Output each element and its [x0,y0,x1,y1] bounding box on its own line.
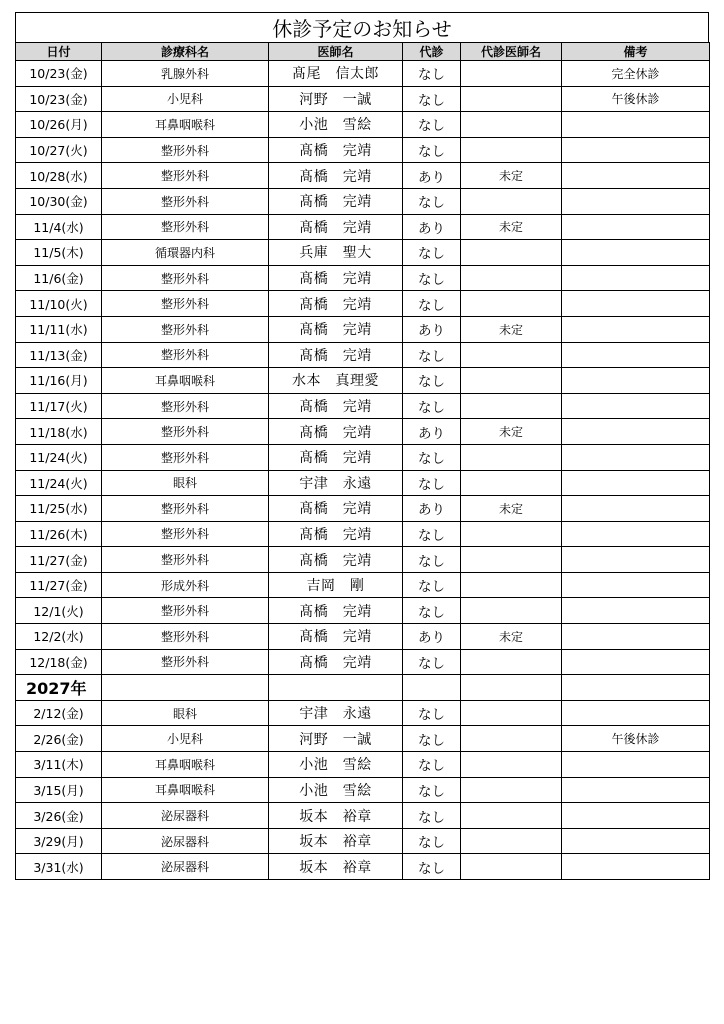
cell-date: 11/11(水) [16,316,102,342]
cell-sub: なし [403,803,461,829]
cell-dept: 小児科 [102,726,269,752]
cell-doctor: 河野 一誠 [269,86,403,112]
cell-sub-doctor [461,854,562,880]
cell-sub: なし [403,547,461,573]
cell-doctor: 髙橋 完靖 [269,137,403,163]
table-row [16,137,710,163]
empty-cell [461,675,562,701]
table-row [16,188,710,214]
cell-date: 11/27(金) [16,547,102,573]
cell-note: 午後休診 [562,86,710,112]
table-row [16,803,710,829]
cell-dept: 整形外科 [102,291,269,317]
cell-dept: 眼科 [102,700,269,726]
cell-note: 完全休診 [562,61,710,87]
cell-dept: 整形外科 [102,137,269,163]
cell-dept: 整形外科 [102,342,269,368]
cell-sub-doctor [461,726,562,752]
cell-doctor: 兵庫 聖大 [269,240,403,266]
cell-note [562,547,710,573]
table-header-row [16,43,710,61]
cell-note [562,752,710,778]
cell-note [562,803,710,829]
cell-date: 3/15(月) [16,777,102,803]
header-doctor: 医師名 [269,43,403,61]
cell-sub-doctor [461,649,562,675]
cell-sub: なし [403,700,461,726]
cell-sub-doctor [461,777,562,803]
cell-note [562,521,710,547]
table-row [16,572,710,598]
cell-sub: なし [403,726,461,752]
cell-note [562,624,710,650]
cell-sub: なし [403,470,461,496]
cell-dept: 整形外科 [102,444,269,470]
cell-date: 2/12(金) [16,700,102,726]
cell-sub: なし [403,854,461,880]
cell-dept: 整形外科 [102,419,269,445]
cell-dept: 乳腺外科 [102,61,269,87]
table-row [16,828,710,854]
table-row [16,61,710,87]
cell-dept: 整形外科 [102,316,269,342]
cell-sub-doctor [461,828,562,854]
cell-date: 11/26(木) [16,521,102,547]
cell-dept: 整形外科 [102,598,269,624]
cell-dept: 耳鼻咽喉科 [102,368,269,394]
table-row [16,368,710,394]
cell-sub-doctor [461,598,562,624]
table-row [16,163,710,189]
cell-dept: 整形外科 [102,393,269,419]
page-title: 休診予定のお知らせ [15,12,709,42]
cell-doctor: 髙橋 完靖 [269,163,403,189]
cell-dept: 整形外科 [102,265,269,291]
cell-doctor: 坂本 裕章 [269,854,403,880]
cell-date: 11/6(金) [16,265,102,291]
header-date: 日付 [16,43,102,61]
cell-sub: なし [403,598,461,624]
cell-doctor: 吉岡 剛 [269,572,403,598]
cell-note [562,342,710,368]
cell-sub: あり [403,624,461,650]
cell-sub: あり [403,163,461,189]
header-substitute-doctor: 代診医師名 [461,43,562,61]
table-row [16,649,710,675]
cell-note [562,700,710,726]
cell-doctor: 髙橋 完靖 [269,649,403,675]
schedule-sheet [15,12,709,880]
cell-note [562,393,710,419]
cell-doctor: 髙橋 完靖 [269,291,403,317]
cell-dept: 整形外科 [102,163,269,189]
cell-sub: あり [403,419,461,445]
cell-note [562,214,710,240]
cell-note [562,163,710,189]
cell-date: 10/23(金) [16,86,102,112]
cell-dept: 整形外科 [102,496,269,522]
cell-doctor: 髙尾 信太郎 [269,61,403,87]
cell-sub-doctor [461,86,562,112]
cell-doctor: 髙橋 完靖 [269,444,403,470]
cell-sub-doctor [461,265,562,291]
cell-sub-doctor [461,572,562,598]
cell-sub-doctor [461,700,562,726]
cell-date: 10/28(水) [16,163,102,189]
header-substitute: 代診 [403,43,461,61]
cell-sub: なし [403,649,461,675]
table-row [16,419,710,445]
cell-doctor: 髙橋 完靖 [269,316,403,342]
cell-doctor: 髙橋 完靖 [269,624,403,650]
cell-note [562,777,710,803]
table-row [16,521,710,547]
cell-date: 11/24(火) [16,470,102,496]
cell-dept: 整形外科 [102,521,269,547]
cell-doctor: 水本 真理愛 [269,368,403,394]
cell-date: 11/10(火) [16,291,102,317]
cell-date: 11/13(金) [16,342,102,368]
cell-date: 10/23(金) [16,61,102,87]
cell-dept: 耳鼻咽喉科 [102,777,269,803]
table-row [16,700,710,726]
cell-sub-doctor [461,188,562,214]
cell-note [562,291,710,317]
cell-date: 12/1(火) [16,598,102,624]
cell-dept: 耳鼻咽喉科 [102,112,269,138]
cell-date: 10/27(火) [16,137,102,163]
cell-note [562,112,710,138]
cell-dept: 循環器内科 [102,240,269,266]
cell-doctor: 髙橋 完靖 [269,598,403,624]
cell-sub-doctor [461,547,562,573]
cell-date: 11/27(金) [16,572,102,598]
cell-note [562,265,710,291]
cell-sub-doctor [461,521,562,547]
cell-sub: なし [403,444,461,470]
cell-sub: なし [403,188,461,214]
table-row [16,342,710,368]
cell-sub-doctor [461,61,562,87]
table-row [16,112,710,138]
cell-sub-doctor [461,342,562,368]
cell-sub: なし [403,368,461,394]
year-separator-row [16,675,710,701]
cell-note [562,572,710,598]
cell-doctor: 髙橋 完靖 [269,496,403,522]
cell-date: 3/11(木) [16,752,102,778]
cell-sub-doctor [461,752,562,778]
cell-date: 10/30(金) [16,188,102,214]
cell-sub: なし [403,393,461,419]
cell-dept: 整形外科 [102,214,269,240]
cell-sub-doctor [461,470,562,496]
empty-cell [562,675,710,701]
cell-dept: 整形外科 [102,649,269,675]
cell-sub-doctor [461,112,562,138]
header-department: 診療科名 [102,43,269,61]
cell-date: 11/24(火) [16,444,102,470]
cell-doctor: 坂本 裕章 [269,828,403,854]
cell-doctor: 河野 一誠 [269,726,403,752]
cell-doctor: 髙橋 完靖 [269,265,403,291]
cell-sub: なし [403,777,461,803]
cell-note [562,470,710,496]
cell-note [562,649,710,675]
table-row [16,752,710,778]
cell-date: 11/25(水) [16,496,102,522]
table-row [16,496,710,522]
cell-sub: なし [403,752,461,778]
table-row [16,444,710,470]
table-row [16,547,710,573]
table-row [16,316,710,342]
table-row [16,291,710,317]
cell-sub-doctor [461,368,562,394]
year-label: 2027年 [16,675,102,701]
cell-note [562,854,710,880]
cell-note [562,368,710,394]
header-note: 備考 [562,43,710,61]
cell-sub-doctor: 未定 [461,214,562,240]
cell-date: 3/26(金) [16,803,102,829]
closure-schedule-table [15,42,710,880]
cell-sub: あり [403,214,461,240]
table-row [16,214,710,240]
table-row [16,726,710,752]
cell-sub: なし [403,61,461,87]
cell-note [562,316,710,342]
cell-date: 3/31(水) [16,854,102,880]
cell-dept: 眼科 [102,470,269,496]
cell-note: 午後休診 [562,726,710,752]
cell-sub-doctor: 未定 [461,316,562,342]
cell-note [562,240,710,266]
cell-sub-doctor [461,803,562,829]
cell-doctor: 髙橋 完靖 [269,419,403,445]
table-row [16,854,710,880]
cell-sub: なし [403,342,461,368]
cell-date: 3/29(月) [16,828,102,854]
table-row [16,598,710,624]
cell-sub: なし [403,240,461,266]
cell-doctor: 小池 雪絵 [269,777,403,803]
empty-cell [102,675,269,701]
cell-sub: あり [403,316,461,342]
cell-sub: なし [403,572,461,598]
cell-date: 11/4(水) [16,214,102,240]
cell-dept: 整形外科 [102,188,269,214]
cell-doctor: 髙橋 完靖 [269,214,403,240]
cell-sub: なし [403,137,461,163]
cell-sub-doctor [461,393,562,419]
cell-dept: 形成外科 [102,572,269,598]
cell-sub: なし [403,828,461,854]
empty-cell [269,675,403,701]
cell-doctor: 小池 雪絵 [269,752,403,778]
cell-sub: なし [403,291,461,317]
table-row [16,470,710,496]
table-row [16,240,710,266]
cell-date: 10/26(月) [16,112,102,138]
cell-sub: なし [403,265,461,291]
cell-note [562,419,710,445]
cell-doctor: 髙橋 完靖 [269,342,403,368]
cell-date: 11/16(月) [16,368,102,394]
cell-date: 12/18(金) [16,649,102,675]
cell-date: 11/18(水) [16,419,102,445]
cell-sub-doctor [461,240,562,266]
table-row [16,777,710,803]
cell-doctor: 髙橋 完靖 [269,393,403,419]
empty-cell [403,675,461,701]
cell-date: 12/2(水) [16,624,102,650]
cell-date: 2/26(金) [16,726,102,752]
cell-sub-doctor: 未定 [461,496,562,522]
table-row [16,86,710,112]
cell-dept: 耳鼻咽喉科 [102,752,269,778]
cell-doctor: 宇津 永遠 [269,470,403,496]
cell-sub-doctor: 未定 [461,624,562,650]
cell-note [562,496,710,522]
cell-note [562,828,710,854]
cell-note [562,598,710,624]
cell-dept: 小児科 [102,86,269,112]
cell-dept: 泌尿器科 [102,828,269,854]
cell-dept: 整形外科 [102,624,269,650]
cell-sub: なし [403,521,461,547]
cell-doctor: 宇津 永遠 [269,700,403,726]
cell-sub-doctor [461,137,562,163]
cell-sub: なし [403,112,461,138]
cell-doctor: 坂本 裕章 [269,803,403,829]
cell-dept: 泌尿器科 [102,854,269,880]
cell-sub: あり [403,496,461,522]
cell-date: 11/17(火) [16,393,102,419]
cell-dept: 泌尿器科 [102,803,269,829]
cell-sub-doctor [461,444,562,470]
cell-sub-doctor [461,291,562,317]
table-row [16,624,710,650]
table-row [16,265,710,291]
cell-date: 11/5(木) [16,240,102,266]
cell-note [562,444,710,470]
cell-doctor: 髙橋 完靖 [269,188,403,214]
cell-sub-doctor: 未定 [461,163,562,189]
cell-sub-doctor: 未定 [461,419,562,445]
cell-note [562,137,710,163]
cell-doctor: 小池 雪絵 [269,112,403,138]
cell-doctor: 髙橋 完靖 [269,521,403,547]
cell-note [562,188,710,214]
cell-sub: なし [403,86,461,112]
table-row [16,393,710,419]
cell-doctor: 髙橋 完靖 [269,547,403,573]
cell-dept: 整形外科 [102,547,269,573]
